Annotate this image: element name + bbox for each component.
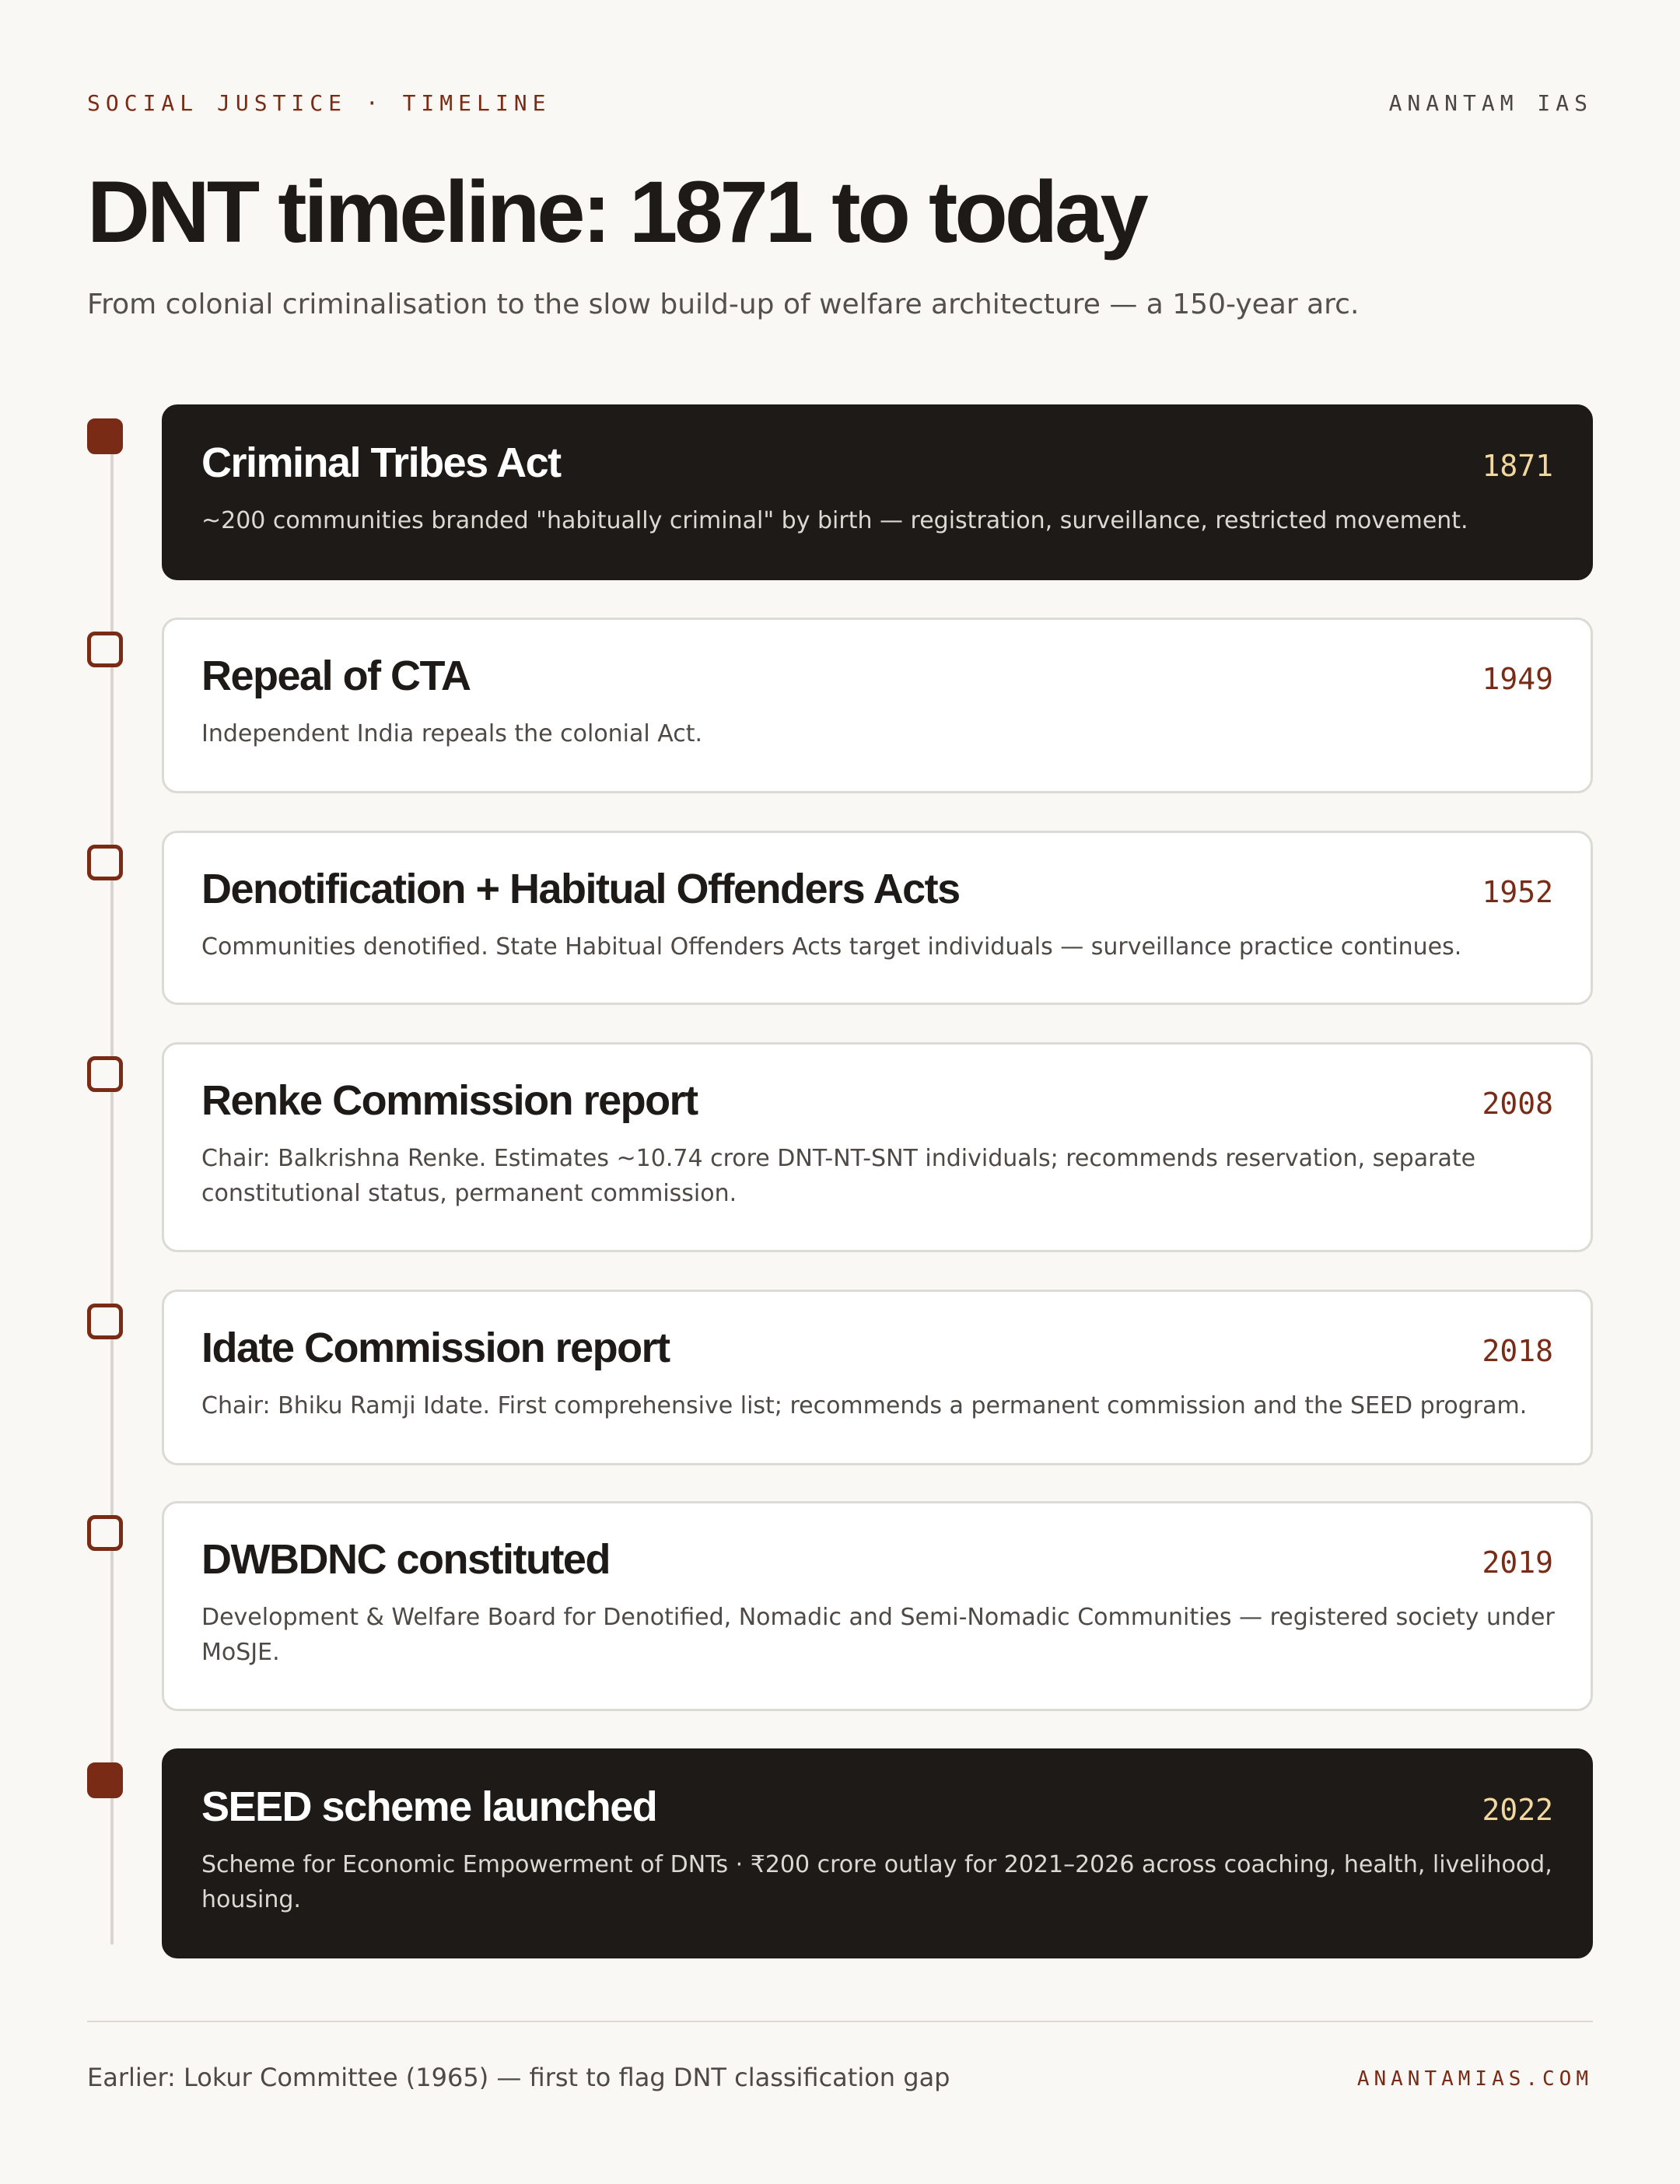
event-description: Chair: Bhiku Ramji Idate. First comprehensive list; recommends a permanent commission and the SEED program. xyxy=(201,1392,1528,1419)
event-year: 1871 xyxy=(1482,449,1553,483)
timeline-marker xyxy=(87,1515,123,1551)
footer-divider xyxy=(87,2021,1593,2022)
event-card xyxy=(162,1501,1593,1711)
event-title: DWBDNC constituted xyxy=(201,1536,610,1583)
event-title: Repeal of CTA xyxy=(201,653,471,699)
timeline-marker xyxy=(87,1304,123,1339)
timeline-marker xyxy=(87,632,123,667)
event-year: 1952 xyxy=(1482,875,1553,909)
timeline-marker xyxy=(87,845,123,880)
event-title: Idate Commission report xyxy=(201,1325,670,1371)
timeline-marker xyxy=(87,1056,123,1092)
event-title: Renke Commission report xyxy=(201,1077,698,1124)
top-bar xyxy=(87,90,1593,118)
event-year: 1949 xyxy=(1482,662,1553,696)
event-description: Chair: Balkrishna Renke. Estimates ~10.74 crore DNT-NT-SNT individuals; recommends reservation, separate constitutional status, permanent commission. xyxy=(201,1145,1476,1207)
page-title: DNT timeline: 1871 to today xyxy=(87,163,1146,261)
event-year: 2022 xyxy=(1482,1793,1553,1827)
event-card xyxy=(162,618,1593,793)
event-card xyxy=(162,1748,1593,1958)
event-card xyxy=(162,1042,1593,1252)
timeline-marker xyxy=(87,1762,123,1798)
page-subtitle: From colonial criminalisation to the slow build-up of welfare architecture — a 150-year arc. xyxy=(87,289,1360,320)
event-title: Criminal Tribes Act xyxy=(201,439,561,486)
event-title: Denotification + Habitual Offenders Acts xyxy=(201,866,960,912)
event-description: ~200 communities branded "habitually criminal" by birth — registration, surveillance, restricted movement. xyxy=(201,507,1468,534)
event-year: 2019 xyxy=(1482,1545,1553,1580)
event-year: 2018 xyxy=(1482,1334,1553,1368)
event-title: SEED scheme launched xyxy=(201,1783,657,1830)
event-description: Development & Welfare Board for Denotified, Nomadic and Semi-Nomadic Communities — registered society under MoSJE. xyxy=(201,1604,1555,1666)
footer-website[interactable]: ANANTAMIAS.COM xyxy=(1356,2067,1593,2091)
timeline-marker xyxy=(87,418,123,454)
page xyxy=(87,0,1593,2184)
event-card xyxy=(162,404,1593,580)
event-description: Communities denotified. State Habitual Offenders Acts target individuals — surveillance practice continues. xyxy=(201,933,1462,961)
footer-note: Earlier: Lokur Committee (1965) — first to flag DNT classification gap xyxy=(87,2063,950,2092)
section-kicker: SOCIAL JUSTICE · TIMELINE xyxy=(87,90,551,116)
event-card xyxy=(162,1290,1593,1465)
brand-name: ANANTAM IAS xyxy=(1388,90,1593,116)
event-description: Independent India repeals the colonial Act. xyxy=(201,720,703,747)
event-description: Scheme for Economic Empowerment of DNTs · ₹200 crore outlay for 2021–2026 across coaching, health, livelihood, housing. xyxy=(201,1851,1552,1913)
event-year: 2008 xyxy=(1482,1087,1553,1121)
event-card xyxy=(162,831,1593,1005)
